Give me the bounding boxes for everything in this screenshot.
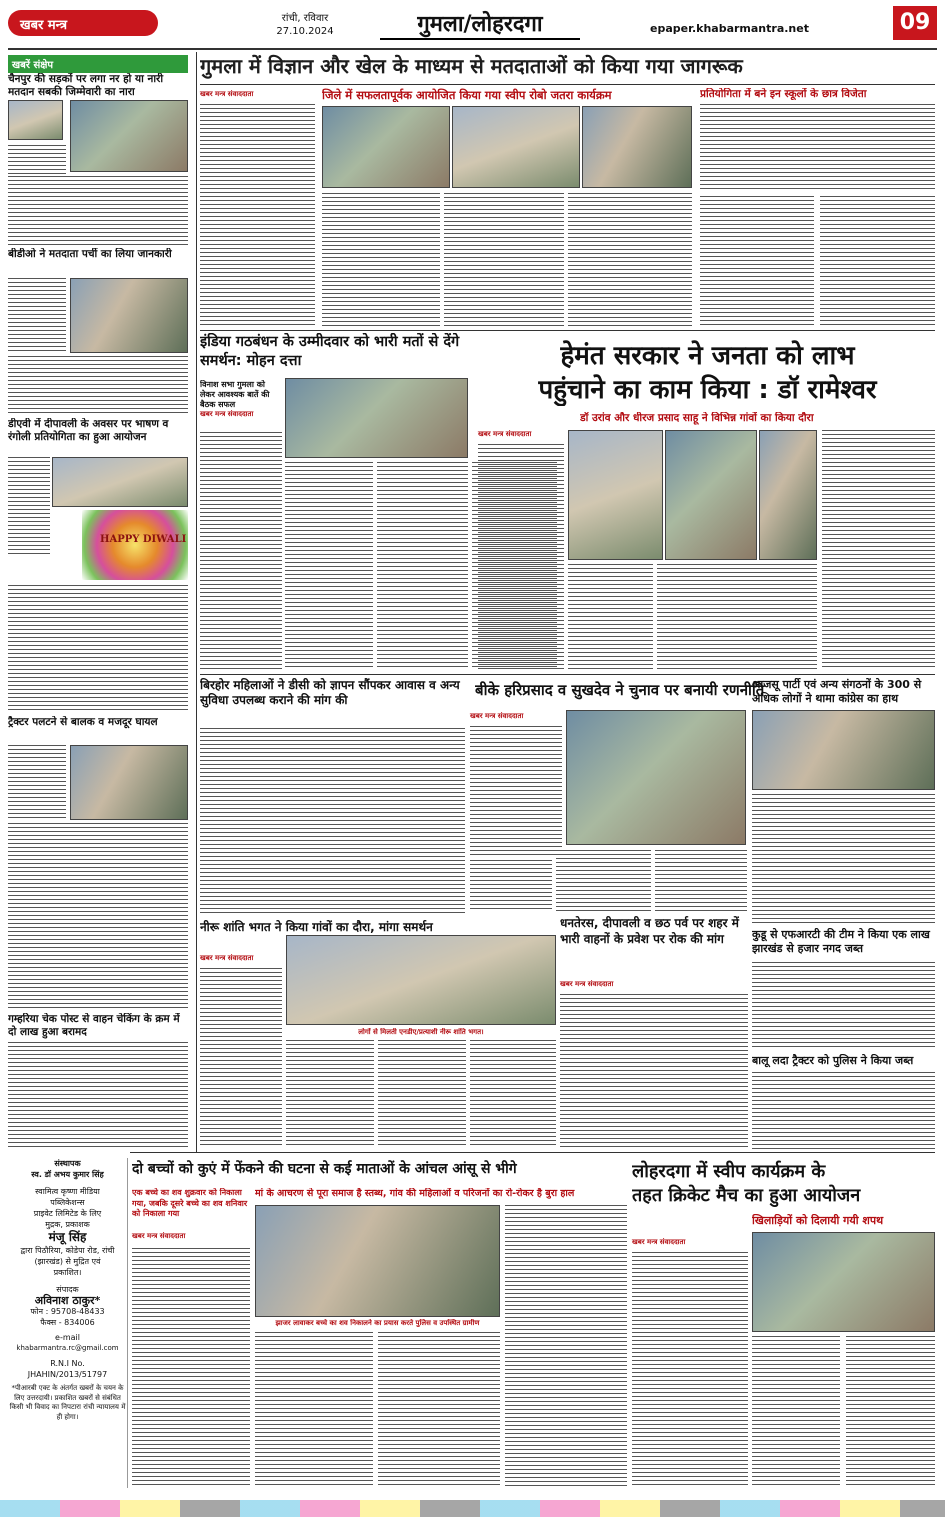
sweep-byline: खबर मन्त्र संवाददाता — [632, 1238, 686, 1246]
india-text-col-1 — [200, 432, 282, 670]
imprint-phone: फोन : 95708-48433 — [30, 1307, 105, 1316]
top-text-col-5 — [700, 196, 814, 326]
top-rule — [200, 84, 935, 85]
imprint-founder: स्व. डॉ अभय कुमार सिंह — [31, 1170, 104, 1179]
neeru-text-col-4 — [470, 1040, 556, 1148]
well-text-col-1 — [132, 1248, 250, 1488]
india-meeting-photo — [285, 378, 468, 458]
india-byline: खबर मन्त्र संवाददाता — [200, 410, 254, 418]
dav-photo — [52, 457, 188, 507]
well-side-note: एक बच्चे का शव शुक्रवार को निकाला गया, जबकि दूसरे बच्चे का शव शनिवार को निकाला गया — [132, 1188, 248, 1218]
rangoli-photo — [82, 510, 188, 580]
imprint-publisher: मंजू सिंह — [48, 1230, 87, 1244]
left-text-2a — [8, 278, 66, 353]
hemant-text-col-1 — [478, 444, 564, 670]
winners-list — [700, 104, 935, 192]
tractor-photo — [70, 745, 188, 820]
bk-text-col-3 — [556, 850, 651, 912]
hemant-photo-3 — [759, 430, 817, 560]
left-headline-2: बीडीओ ने मतदाता पर्ची का लिया जानकारी — [8, 248, 172, 260]
imprint-box — [8, 1158, 128, 1488]
imprint-line-4: मुद्रक, प्रकाशक — [45, 1220, 90, 1229]
date: 27.10.2024 — [276, 26, 334, 37]
well-text-col-4 — [505, 1205, 627, 1488]
bk-photo — [566, 710, 746, 845]
hemant-headline-1: हेमंत सरकार ने जनता को लाभ — [560, 341, 855, 371]
left-col-divider — [196, 52, 197, 1152]
left-headline-4: ट्रैक्टर पलटने से बालक व मजदूर घायल — [8, 716, 158, 728]
sweep-text-col-2 — [752, 1336, 840, 1488]
well-photo — [255, 1205, 500, 1317]
imprint-line-2: पब्लिकेशन्स — [50, 1198, 85, 1207]
imprint-editor-label: संपादक — [56, 1285, 79, 1294]
bk-text-col-1 — [470, 726, 562, 858]
top-text-col-6 — [820, 196, 935, 326]
imprint-fax: फैक्स - 834006 — [40, 1318, 95, 1327]
top-text-col-1 — [200, 104, 315, 326]
dhanteras-text — [560, 994, 748, 1148]
india-text-col-3 — [377, 462, 468, 670]
left-headline-5: गम्हरिया चेक पोस्ट से वाहन चेकिंग के क्रम में दो लाख हुआ बरामद — [8, 1013, 180, 1038]
robo-jatra-photo-2 — [452, 106, 580, 188]
hemant-text-col-2 — [568, 564, 653, 670]
tractor-seized-headline: बालू लदा ट्रैक्टर को पुलिस ने किया जब्त — [752, 1054, 914, 1067]
birhor-text — [200, 728, 465, 916]
left-text-1a — [8, 145, 66, 175]
masthead — [0, 0, 945, 50]
imprint-note: *पीआरबी एक्ट के अंतर्गत खबरों के चयन के लिए उत्तरदायी। प्रकाशित खबरों से संबंधित किसी भी विवाद का निपटारा रांची न्यायालय में ही होगा। — [9, 1384, 126, 1421]
hemant-byline: खबर मन्त्र संवाददाता — [478, 430, 532, 438]
imprint-founder-label: संस्थापक — [54, 1159, 81, 1168]
sweep-headline-2: तहत क्रिकेट मैच का हुआ आयोजन — [632, 1185, 861, 1206]
left-headline-3: डीएवी में दीपावली के अवसर पर भाषण व रंगोली प्रतियोगिता का हुआ आयोजन — [8, 418, 169, 443]
ajsu-headline: आजसू पार्टी एवं अन्य संगठनों के 300 से अधिक लोगों ने थामा कांग्रेस का हाथ — [752, 678, 922, 705]
left-text-3a — [8, 457, 50, 557]
sweep-text-col-1 — [632, 1252, 748, 1488]
left-text-4a — [8, 745, 66, 820]
newspaper-logo: खबर मन्त्र — [8, 10, 158, 36]
bdo-photo — [70, 278, 188, 353]
hemant-headline-2: पहुंचाने का काम किया : डॉ रामेश्वर — [538, 375, 877, 405]
well-headline: दो बच्चों को कुएं में फेंकने की घटना से कई माताओं के आंचल आंसू से भीगे — [132, 1161, 517, 1177]
imprint-email-label: e-mail — [55, 1333, 80, 1342]
top-byline: खबर मन्त्र संवाददाता — [200, 90, 254, 98]
top-text-col-3 — [444, 193, 564, 326]
imprint-addr-2: (झारखंड) से मुद्रित एवं — [34, 1257, 101, 1266]
kuru-text — [752, 962, 935, 1050]
bk-text-col-2 — [470, 860, 552, 912]
hemant-photo-1 — [568, 430, 663, 560]
briefs-tag: खबरें संक्षेप — [8, 55, 188, 73]
imprint-editor: अविनाश ठाकुर* — [34, 1294, 101, 1307]
hemant-text-col-4 — [822, 430, 935, 670]
rally-photo — [8, 100, 63, 140]
hemant-text-col-3 — [657, 564, 817, 670]
city-date: रांची, रविवार — [281, 13, 329, 24]
dhanteras-byline: खबर मन्त्र संवाददाता — [560, 980, 614, 988]
well-byline: खबर मन्त्र संवाददाता — [132, 1232, 186, 1240]
sweep-text-col-3 — [846, 1336, 935, 1488]
tractor-seized-text — [752, 1072, 935, 1150]
neeru-text-col-2 — [286, 1040, 374, 1148]
section-title: गुमला/लोहरदगा — [380, 8, 580, 40]
neeru-headline: नीरू शांति भगत ने किया गांवों का दौरा, मांगा समर्थन — [200, 920, 433, 934]
left-headline-1: चैनपुर की सड़कों पर लगा नर हो या नारी मतदान सबकी जिम्मेवारी का नारा — [8, 73, 164, 98]
left-text-2b — [8, 356, 188, 416]
left-text-5 — [8, 1042, 188, 1150]
india-caption: विनाश सभा गुमला को लेकर आवश्यक बातें की बैठक सफल — [200, 380, 270, 409]
well-text-col-3 — [378, 1332, 500, 1488]
cricket-oath-photo — [752, 1232, 935, 1332]
rangoli-text: HAPPY DIWALI — [100, 534, 187, 545]
kuru-headline: कुडू से एफआरटी की टीम ने किया एक लाख झारखंड से हजार नगद जब्त — [752, 928, 930, 955]
top-headline: गुमला में विज्ञान और खेल के माध्यम से मतदाताओं को किया गया जागरूक — [200, 54, 743, 78]
hemant-subhead: डॉ उरांव और धीरज प्रसाद साहू ने विभिन्न गांवों का किया दौरा — [580, 412, 814, 424]
well-photo-caption: झाजर लावाकर बच्चे का शव निकालने का प्रयास करते पुलिस व उपस्थित ग्रामीण — [275, 1319, 480, 1327]
neeru-byline: खबर मन्त्र संवाददाता — [200, 954, 254, 962]
top-subhead-2: प्रतियोगिता में बने इन स्कूलों के छात्र विजेता — [700, 88, 867, 100]
dhanteras-headline: धनतेरस, दीपावली व छठ पर्व पर शहर में भारी वाहनों के प्रवेश पर रोक की मांग — [560, 916, 739, 946]
top-subhead-1: जिले में सफलतापूर्वक आयोजित किया गया स्वीप रोबो जतरा कार्यक्रम — [322, 88, 612, 102]
well-text-col-2 — [255, 1332, 373, 1488]
neeru-photo-caption: लोगों से मिलती एनडीए/प्रत्याशी नीरू शांति भगत। — [358, 1028, 484, 1036]
page-number: 09 — [893, 6, 937, 40]
sweep-subhead: खिलाड़ियों को दिलायी गयी शपथ — [752, 1214, 884, 1227]
header-rule — [8, 48, 937, 50]
section-rule-2 — [200, 674, 935, 675]
imprint-line-3: प्राइवेट लिमिटेड के लिए — [33, 1209, 102, 1218]
india-headline: इंडिया गठबंधन के उम्मीदवार को भारी मतों से देंगे समर्थन: मोहन दत्ता — [200, 334, 460, 369]
students-rally-photo — [70, 100, 188, 172]
left-text-1b — [8, 176, 188, 246]
neeru-text-col-3 — [378, 1040, 466, 1148]
sweep-headline-1: लोहरदगा में स्वीप कार्यक्रम के — [632, 1161, 826, 1182]
bk-text-col-4 — [655, 850, 747, 912]
imprint-addr-1: द्वारा पिठौरिया, कोडेपा रोड, रांची — [20, 1246, 115, 1255]
imprint-addr-3: प्रकाशित। — [53, 1268, 82, 1277]
ajsu-photo — [752, 710, 935, 790]
edition-date — [240, 12, 370, 38]
imprint-line-1: स्वामित्व कृष्णा मीडिया — [35, 1187, 100, 1196]
color-bar — [0, 1500, 945, 1517]
well-subhead: मां के आचरण से पूरा समाज है स्तब्ध, गांव की महिलाओं व परिजनों का रो-रोकर है बुरा हाल — [255, 1188, 575, 1199]
india-text-col-2 — [285, 462, 373, 670]
left-text-4b — [8, 823, 188, 1011]
left-text-3b — [8, 585, 188, 713]
top-text-col-2 — [322, 193, 440, 326]
bk-byline: खबर मन्त्र संवाददाता — [470, 712, 524, 720]
neeru-visit-photo — [286, 935, 556, 1025]
birhor-headline: बिरहोर महिलाओं ने डीसी को ज्ञापन सौंपकर आवास व अन्य सुविधा उपलब्ध कराने की मांग की — [200, 678, 460, 707]
section-rule-1 — [200, 330, 935, 331]
bk-headline: बीके हरिप्रसाद व सुखदेव ने चुनाव पर बनायी रणनीति — [475, 681, 765, 699]
robo-jatra-photo-3 — [582, 106, 692, 188]
top-text-col-4 — [568, 193, 692, 326]
section-rule-3 — [130, 1152, 935, 1153]
imprint-rni-label: R.N.I No. — [50, 1359, 85, 1368]
ajsu-text — [752, 794, 935, 924]
neeru-text-col-1 — [200, 968, 282, 1148]
imprint-rni: JHAHIN/2013/51797 — [27, 1370, 108, 1379]
robo-jatra-photo-1 — [322, 106, 450, 188]
epaper-link[interactable]: epaper.khabarmantra.net — [650, 22, 809, 35]
imprint-email[interactable]: khabarmantra.rc@gmail.com — [16, 1344, 119, 1352]
hemant-photo-2 — [665, 430, 757, 560]
